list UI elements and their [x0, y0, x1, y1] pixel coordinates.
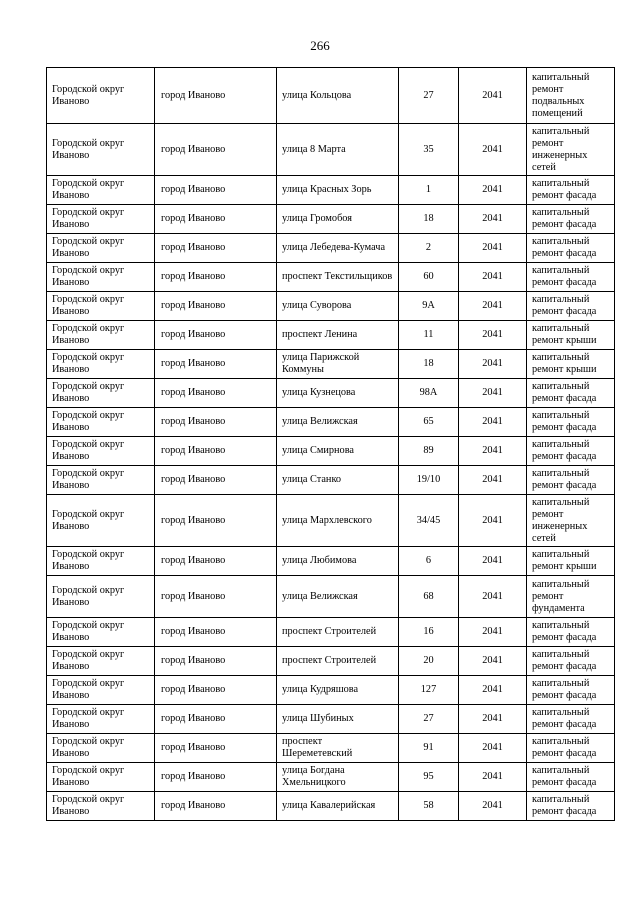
table-row [47, 705, 615, 734]
cell-work: капитальный ремонт крыши [527, 350, 615, 379]
cell-city: город Иваново [155, 350, 277, 379]
table-row [47, 321, 615, 350]
cell-city: город Иваново [155, 763, 277, 792]
cell-house: 6 [399, 547, 459, 576]
cell-street: улица Смирнова [277, 437, 399, 466]
cell-house: 18 [399, 350, 459, 379]
cell-city: город Иваново [155, 647, 277, 676]
cell-street: улица Кавалерийская [277, 792, 399, 821]
cell-year: 2041 [459, 124, 527, 176]
cell-work: капитальный ремонт фасада [527, 618, 615, 647]
table-row [47, 647, 615, 676]
cell-work: капитальный ремонт фасада [527, 792, 615, 821]
cell-city: город Иваново [155, 437, 277, 466]
cell-work: капитальный ремонт крыши [527, 547, 615, 576]
cell-district: Городской округ Иваново [47, 176, 155, 205]
cell-city: город Иваново [155, 205, 277, 234]
cell-district: Городской округ Иваново [47, 263, 155, 292]
cell-street: улица Красных Зорь [277, 176, 399, 205]
cell-street: улица Любимова [277, 547, 399, 576]
cell-year: 2041 [459, 437, 527, 466]
cell-house: 91 [399, 734, 459, 763]
cell-city: город Иваново [155, 466, 277, 495]
cell-house: 18 [399, 205, 459, 234]
cell-year: 2041 [459, 495, 527, 547]
cell-house: 98А [399, 379, 459, 408]
cell-city: город Иваново [155, 408, 277, 437]
cell-year: 2041 [459, 647, 527, 676]
cell-house: 35 [399, 124, 459, 176]
cell-city: город Иваново [155, 705, 277, 734]
cell-street: проспект Ленина [277, 321, 399, 350]
cell-house: 1 [399, 176, 459, 205]
cell-district: Городской округ Иваново [47, 379, 155, 408]
table-row [47, 466, 615, 495]
cell-work: капитальный ремонт фасада [527, 676, 615, 705]
cell-year: 2041 [459, 408, 527, 437]
cell-year: 2041 [459, 792, 527, 821]
cell-house: 9А [399, 292, 459, 321]
cell-district: Городской округ Иваново [47, 124, 155, 176]
cell-street: улица Кузнецова [277, 379, 399, 408]
table-row [47, 792, 615, 821]
cell-city: город Иваново [155, 68, 277, 124]
cell-district: Городской округ Иваново [47, 234, 155, 263]
cell-house: 16 [399, 618, 459, 647]
cell-district: Городской округ Иваново [47, 792, 155, 821]
cell-work: капитальный ремонт фасада [527, 647, 615, 676]
table-row [47, 234, 615, 263]
cell-city: город Иваново [155, 576, 277, 618]
cell-house: 89 [399, 437, 459, 466]
table-row [47, 408, 615, 437]
cell-street: проспект Текстильщиков [277, 263, 399, 292]
cell-work: капитальный ремонт крыши [527, 321, 615, 350]
table-row [47, 350, 615, 379]
cell-house: 2 [399, 234, 459, 263]
cell-work: капитальный ремонт фасада [527, 705, 615, 734]
cell-city: город Иваново [155, 379, 277, 408]
cell-work: капитальный ремонт фасада [527, 466, 615, 495]
cell-house: 19/10 [399, 466, 459, 495]
table-row [47, 547, 615, 576]
cell-district: Городской округ Иваново [47, 547, 155, 576]
cell-work: капитальный ремонт фасада [527, 205, 615, 234]
cell-house: 58 [399, 792, 459, 821]
table-row [47, 763, 615, 792]
cell-work: капитальный ремонт фасада [527, 176, 615, 205]
page-number: 266 [310, 38, 330, 53]
table-row [47, 292, 615, 321]
cell-year: 2041 [459, 321, 527, 350]
cell-work: капитальный ремонт фасада [527, 408, 615, 437]
cell-city: город Иваново [155, 547, 277, 576]
cell-street: улица Кольцова [277, 68, 399, 124]
cell-street: проспект Строителей [277, 647, 399, 676]
cell-house: 20 [399, 647, 459, 676]
table-row [47, 379, 615, 408]
cell-work: капитальный ремонт фасада [527, 292, 615, 321]
cell-city: город Иваново [155, 124, 277, 176]
cell-district: Городской округ Иваново [47, 705, 155, 734]
cell-year: 2041 [459, 705, 527, 734]
cell-street: улица Кудряшова [277, 676, 399, 705]
table-row [47, 495, 615, 547]
cell-year: 2041 [459, 676, 527, 705]
cell-work: капитальный ремонт фасада [527, 379, 615, 408]
cell-year: 2041 [459, 176, 527, 205]
cell-house: 127 [399, 676, 459, 705]
cell-district: Городской округ Иваново [47, 350, 155, 379]
cell-house: 60 [399, 263, 459, 292]
cell-year: 2041 [459, 734, 527, 763]
table-row [47, 437, 615, 466]
cell-street: улица 8 Марта [277, 124, 399, 176]
cell-work: капитальный ремонт инженерных сетей [527, 495, 615, 547]
cell-house: 95 [399, 763, 459, 792]
cell-street: улица Велижская [277, 408, 399, 437]
cell-district: Городской округ Иваново [47, 676, 155, 705]
table-row [47, 263, 615, 292]
cell-house: 11 [399, 321, 459, 350]
cell-work: капитальный ремонт инженерных сетей [527, 124, 615, 176]
cell-street: улица Богдана Хмельницкого [277, 763, 399, 792]
table-row [47, 124, 615, 176]
cell-work: капитальный ремонт фасада [527, 234, 615, 263]
cell-district: Городской округ Иваново [47, 408, 155, 437]
cell-district: Городской округ Иваново [47, 437, 155, 466]
cell-city: город Иваново [155, 176, 277, 205]
table-row [47, 68, 615, 124]
cell-city: город Иваново [155, 263, 277, 292]
cell-work: капитальный ремонт фасада [527, 263, 615, 292]
cell-district: Городской округ Иваново [47, 495, 155, 547]
cell-street: проспект Шереметевский [277, 734, 399, 763]
cell-year: 2041 [459, 234, 527, 263]
cell-year: 2041 [459, 763, 527, 792]
cell-year: 2041 [459, 379, 527, 408]
cell-year: 2041 [459, 618, 527, 647]
cell-district: Городской округ Иваново [47, 647, 155, 676]
cell-year: 2041 [459, 350, 527, 379]
table-row [47, 676, 615, 705]
cell-house: 68 [399, 576, 459, 618]
cell-street: улица Громобоя [277, 205, 399, 234]
table-row [47, 205, 615, 234]
cell-district: Городской округ Иваново [47, 763, 155, 792]
cell-city: город Иваново [155, 495, 277, 547]
table-row [47, 176, 615, 205]
cell-year: 2041 [459, 263, 527, 292]
cell-street: улица Парижской Коммуны [277, 350, 399, 379]
table-body [47, 68, 615, 821]
cell-house: 27 [399, 705, 459, 734]
cell-district: Городской округ Иваново [47, 576, 155, 618]
cell-house: 65 [399, 408, 459, 437]
cell-street: улица Суворова [277, 292, 399, 321]
cell-district: Городской округ Иваново [47, 466, 155, 495]
cell-work: капитальный ремонт фасада [527, 734, 615, 763]
cell-district: Городской округ Иваново [47, 734, 155, 763]
cell-city: город Иваново [155, 292, 277, 321]
cell-city: город Иваново [155, 676, 277, 705]
cell-district: Городской округ Иваново [47, 292, 155, 321]
cell-work: капитальный ремонт фасада [527, 437, 615, 466]
cell-city: город Иваново [155, 792, 277, 821]
cell-street: проспект Строителей [277, 618, 399, 647]
cell-district: Городской округ Иваново [47, 205, 155, 234]
cell-year: 2041 [459, 292, 527, 321]
cell-year: 2041 [459, 547, 527, 576]
cell-work: капитальный ремонт фасада [527, 763, 615, 792]
cell-year: 2041 [459, 205, 527, 234]
cell-house: 34/45 [399, 495, 459, 547]
cell-district: Городской округ Иваново [47, 321, 155, 350]
cell-work: капитальный ремонт подвальных помещений [527, 68, 615, 124]
cell-district: Городской округ Иваново [47, 618, 155, 647]
cell-year: 2041 [459, 68, 527, 124]
cell-street: улица Лебедева-Кумача [277, 234, 399, 263]
cell-house: 27 [399, 68, 459, 124]
cell-district: Городской округ Иваново [47, 68, 155, 124]
table-row [47, 618, 615, 647]
cell-city: город Иваново [155, 234, 277, 263]
table-row [47, 576, 615, 618]
cell-city: город Иваново [155, 734, 277, 763]
cell-street: улица Велижская [277, 576, 399, 618]
cell-street: улица Мархлевского [277, 495, 399, 547]
cell-city: город Иваново [155, 321, 277, 350]
table-row [47, 734, 615, 763]
cell-city: город Иваново [155, 618, 277, 647]
cell-work: капитальный ремонт фундамента [527, 576, 615, 618]
cell-street: улица Шубиных [277, 705, 399, 734]
repair-schedule-table [46, 67, 615, 821]
cell-year: 2041 [459, 576, 527, 618]
cell-year: 2041 [459, 466, 527, 495]
cell-street: улица Станко [277, 466, 399, 495]
